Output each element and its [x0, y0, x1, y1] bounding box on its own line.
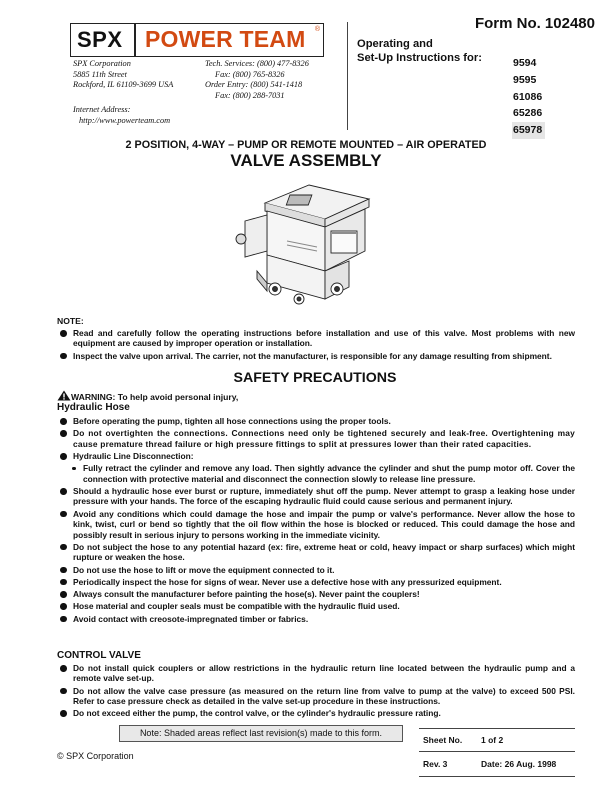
list-item: Avoid any conditions which could damage the hose and impair the pump or valve's performance. Never allow the hose to kink, twist, curl or bend so tightly that the oil flow within the hose is blocked or reduced. This could damage the hose and possibly result in serious injury to persons working in the immediate vicinity.: [57, 509, 575, 540]
warning-line: [57, 390, 238, 402]
internet-address: [73, 105, 170, 126]
address-line: SPX Corporation: [73, 59, 131, 68]
model-number: 61086: [513, 90, 543, 103]
rev-row: [419, 752, 575, 777]
logo-divider: [134, 24, 136, 56]
warning-triangle-icon: [57, 390, 71, 401]
contact-info: [205, 59, 309, 101]
list-item: Inspect the valve upon arrival. The carrier, not the manufacturer, is responsible for any damage resulting from shipment.: [57, 351, 575, 361]
list-subitem: Fully retract the cylinder and remove any load. Then sightly advance the cylinder and shut the pump motor off. Cover the connection with protective material and disconnect the connection slowly to release line pressure.: [57, 463, 575, 484]
list-item: Do not allow the valve case pressure (as measured on the return line from valve to pump at the valve) to exceed 500 PSI. Refer to case pressure check as detailed in the valve set-up procedure in these instructions.: [57, 686, 575, 707]
list-item: Avoid contact with creosote-impregnated timber or fabrics.: [57, 614, 575, 624]
sheet-row: [419, 728, 575, 752]
address-line: 5885 11th Street: [73, 69, 127, 79]
model-number: 65286: [513, 107, 543, 120]
header-divider: [347, 22, 348, 130]
model-number: 9594: [513, 57, 537, 69]
list-item: Do not subject the hose to any potential hazard (ex: fire, extreme heat or cold, heavy impact or sharp surfaces) which might rupture or weaken the hose.: [57, 542, 575, 563]
list-item: Should a hydraulic hose ever burst or rupture, immediately shut off the pump. Never attempt to grasp a leaking hose under pressure with your hands. The force of the escaping hydraulic fluid could cause serious and permanent injury.: [57, 486, 575, 507]
list-item: Do not overtighten the connections. Connections need only be tightened securely and leak-free. Overtightening may cause premature thread failure or high pressure fittings to split at pressures lower than their rated capacities.: [57, 428, 575, 449]
model-number: 9595: [513, 73, 537, 86]
list-item: Read and carefully follow the operating instructions before installation and use of this valve. Most problems with new equipment are caused by improper operation or installation.: [57, 328, 575, 349]
company-logo: [70, 23, 324, 57]
shaded-revision-note: Note: Shaded areas reflect last revision(s) made to this form.: [119, 725, 403, 742]
hydraulic-hose-list: [57, 416, 575, 626]
valve-assembly-illustration: [227, 181, 387, 316]
logo-spx: SPX: [77, 27, 123, 52]
list-item: Hydraulic Line Disconnection:: [57, 451, 575, 461]
address-line: Rockford, IL 61109-3699 USA: [73, 80, 174, 89]
copyright-notice: © SPX Corporation: [57, 751, 134, 761]
document-title: VALVE ASSEMBLY: [230, 151, 382, 170]
list-item: Do not exceed either the pump, the control valve, or the cylinder's hydraulic pressure rating.: [57, 708, 575, 718]
instructions-title: [357, 38, 482, 65]
note-list: [57, 328, 575, 363]
list-item: Do not install quick couplers or allow restrictions in the hydraulic return line located between the hydraulic pump and a remote valve set-up.: [57, 663, 575, 684]
sheet-info-table: [419, 728, 575, 777]
contact-line: Fax: (800) 765-8326: [215, 69, 285, 79]
safety-heading: SAFETY PRECAUTIONS: [233, 370, 397, 386]
model-number: 65978: [512, 122, 545, 139]
model-list: [513, 55, 545, 139]
instructions-title-line: Operating and: [357, 38, 433, 50]
contact-line: Fax: (800) 288-7031: [215, 90, 285, 100]
hydraulic-hose-heading: Hydraulic Hose: [57, 402, 130, 413]
revision-date: Date: 26 Aug. 1998: [481, 759, 557, 769]
instructions-title-line: Set-Up Instructions for:: [357, 51, 482, 64]
sheet-label: Sheet No.: [423, 735, 463, 745]
warning-label: WARNING:: [71, 392, 116, 402]
revision-label: Rev. 3: [423, 759, 448, 769]
contact-line: Order Entry: (800) 541-1418: [205, 80, 303, 89]
sheet-value: 1 of 2: [481, 735, 504, 745]
list-item: Always consult the manufacturer before painting the hose(s). Never paint the couplers!: [57, 589, 575, 599]
note-label: NOTE:: [57, 316, 84, 326]
document-subtitle: 2 POSITION, 4-WAY – PUMP OR REMOTE MOUNTED – AIR OPERATED: [125, 139, 487, 151]
list-item: Hose material and coupler seals must be compatible with the hydraulic fluid used.: [57, 601, 575, 611]
list-item: Before operating the pump, tighten all hose connections using the proper tools.: [57, 416, 575, 426]
internet-label: Internet Address:: [73, 105, 131, 114]
registered-mark: ®: [314, 26, 320, 33]
list-item: Periodically inspect the hose for signs of wear. Never use a defective hose with any pressurized equipment.: [57, 577, 575, 587]
control-valve-heading: CONTROL VALVE: [57, 650, 141, 661]
logo-power-team: POWER TEAM: [145, 26, 306, 52]
control-valve-list: [57, 663, 575, 721]
internet-url[interactable]: http://www.powerteam.com: [79, 115, 171, 125]
contact-line: Tech. Services: (800) 477-8326: [205, 59, 309, 68]
list-item: Do not use the hose to lift or move the equipment connected to it.: [57, 565, 575, 575]
warning-text: To help avoid personal injury,: [115, 392, 239, 402]
form-number: Form No. 102480: [474, 15, 595, 32]
company-address: [73, 59, 173, 91]
